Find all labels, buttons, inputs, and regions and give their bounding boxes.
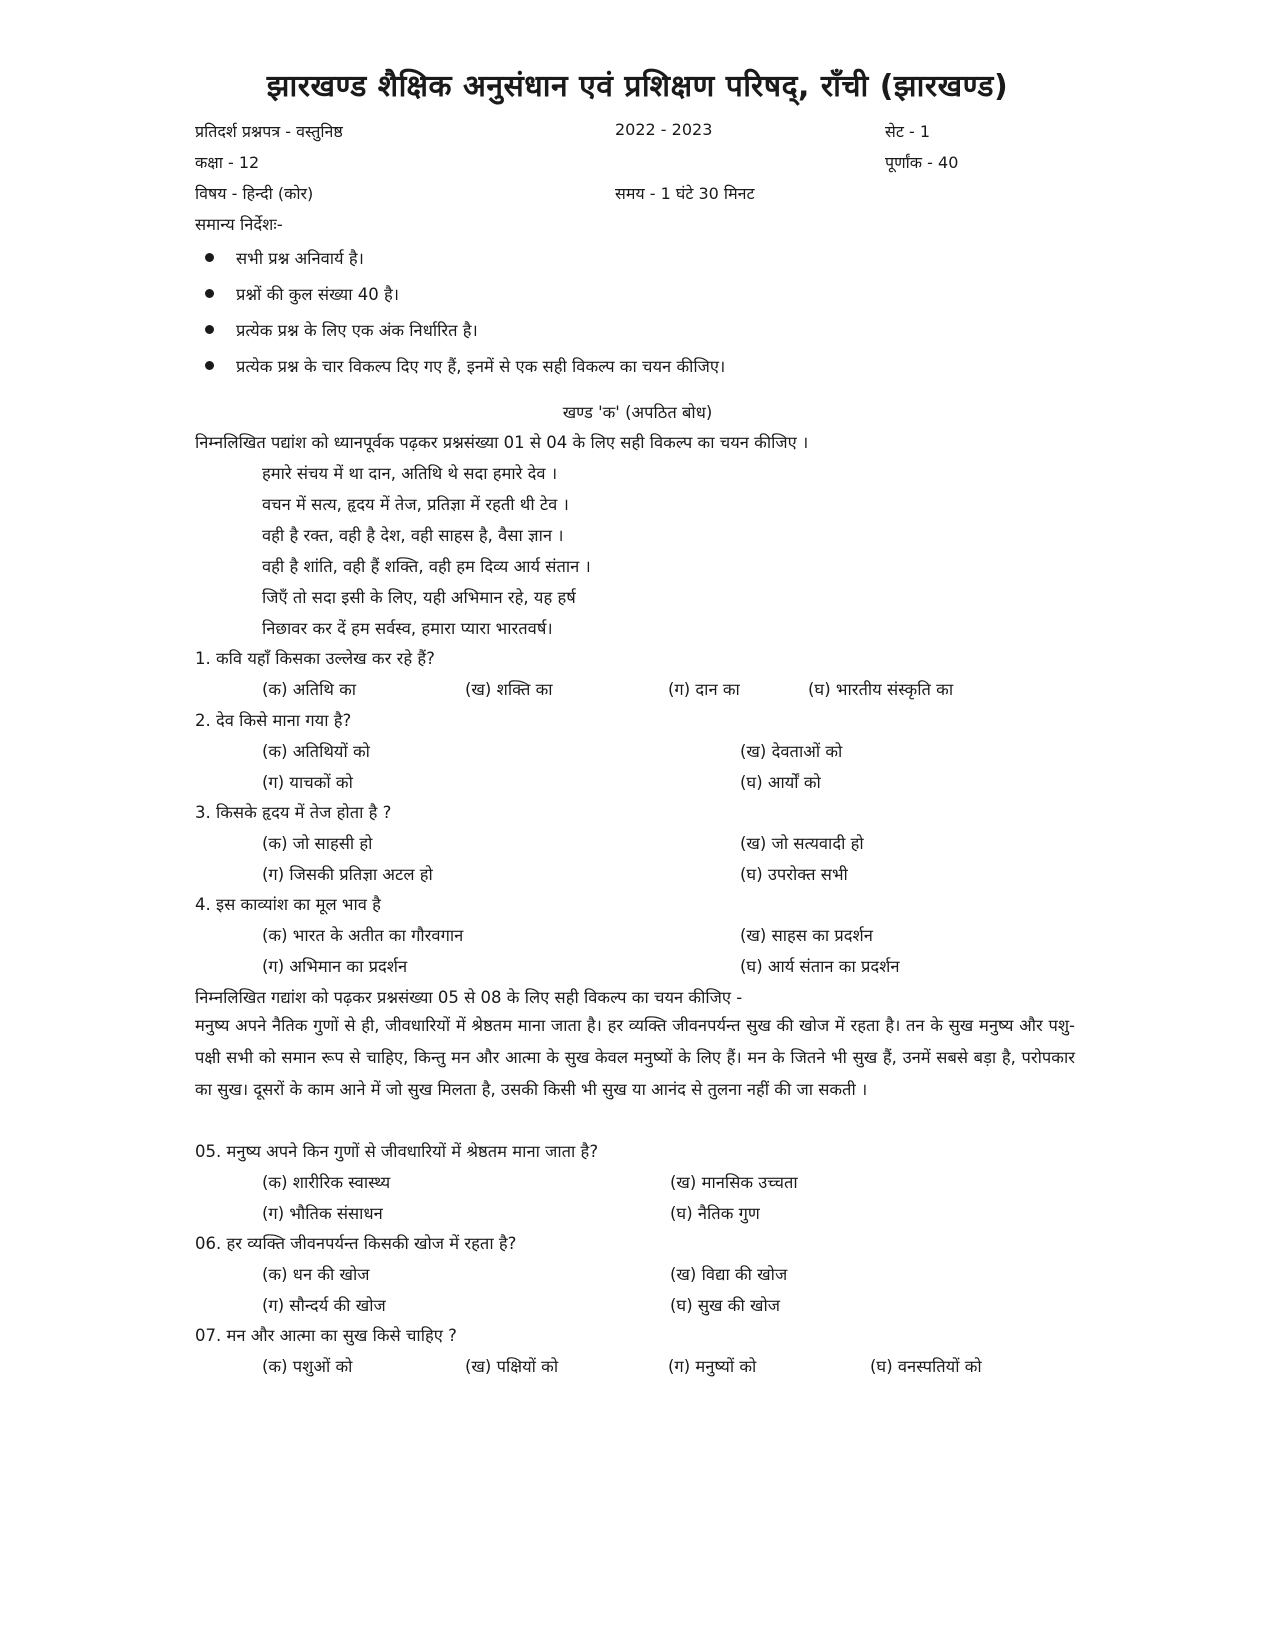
instruction-item: प्रत्येक प्रश्न के चार विकल्प दिए गए हैं, इनमें से एक सही विकल्प का चयन कीजिए। bbox=[205, 354, 725, 377]
question-text: 3. किसके हृदय में तेज होता है ? bbox=[195, 803, 392, 822]
instruction-item: प्रत्येक प्रश्न के लिए एक अंक निर्धारित है। bbox=[205, 318, 478, 341]
answer-option: (क) पशुओं को bbox=[262, 1357, 353, 1376]
bullet-icon bbox=[205, 253, 214, 262]
answer-option: (ग) सौन्दर्य की खोज bbox=[262, 1296, 386, 1315]
poem-line: वही है रक्त, वही है देश, वही साहस है, वैसा ज्ञान । bbox=[262, 526, 564, 545]
answer-option: (घ) आर्य संतान का प्रदर्शन bbox=[740, 957, 900, 976]
answer-option: (ग) भौतिक संसाधन bbox=[262, 1204, 383, 1223]
header-row-2 bbox=[195, 151, 1015, 181]
question-text: 05. मनुष्य अपने किन गुणों से जीवधारियों में श्रेष्ठतम माना जाता है? bbox=[195, 1142, 599, 1161]
answer-option: (ख) शक्ति का bbox=[465, 680, 553, 699]
answer-option: (घ) सुख की खोज bbox=[670, 1296, 780, 1315]
answer-option: (ग) दान का bbox=[668, 680, 740, 699]
answer-option: (ग) याचकों को bbox=[262, 773, 353, 792]
set-number: सेट - 1 bbox=[885, 122, 931, 141]
answer-option: (क) भारत के अतीत का गौरवगान bbox=[262, 926, 464, 945]
instruction-item: प्रश्नों की कुल संख्या 40 है। bbox=[205, 282, 399, 305]
answer-option: (घ) नैतिक गुण bbox=[670, 1204, 760, 1223]
answer-option: (क) जो साहसी हो bbox=[262, 834, 373, 853]
poem-line: वचन में सत्य, हृदय में तेज, प्रतिज्ञा में रहती थी टेव । bbox=[262, 495, 569, 514]
poem-line: जिएँ तो सदा इसी के लिए, यही अभिमान रहे, यह हर्ष bbox=[262, 588, 576, 607]
answer-option: (ख) देवताओं को bbox=[740, 742, 843, 761]
poem-line: वही है शांति, वही हैं शक्ति, वही हम दिव्य आर्य संतान । bbox=[262, 557, 591, 576]
header-row-1 bbox=[195, 120, 1015, 150]
answer-option: (घ) वनस्पतियों को bbox=[870, 1357, 982, 1376]
bullet-icon bbox=[205, 325, 214, 334]
bullet-icon bbox=[205, 361, 214, 370]
page-title: झारखण्ड शैक्षिक अनुसंधान एवं प्रशिक्षण परिषद्, राँची (झारखण्ड) bbox=[266, 69, 1009, 104]
answer-option: (ख) पक्षियों को bbox=[465, 1357, 559, 1376]
answer-option: (क) अतिथि का bbox=[262, 680, 357, 699]
instruction-item: सभी प्रश्न अनिवार्य है। bbox=[205, 246, 364, 269]
answer-option: (घ) आर्यों को bbox=[740, 773, 821, 792]
full-marks: पूर्णांक - 40 bbox=[885, 153, 959, 172]
answer-option: (क) धन की खोज bbox=[262, 1265, 370, 1284]
bullet-icon bbox=[205, 289, 214, 298]
answer-option: (ग) अभिमान का प्रदर्शन bbox=[262, 957, 408, 976]
answer-option: (क) शारीरिक स्वास्थ्य bbox=[262, 1173, 391, 1192]
time-label: समय - 1 घंटे 30 मिनट bbox=[615, 184, 755, 203]
header-row-3 bbox=[195, 182, 1015, 212]
answer-option: (घ) उपरोक्त सभी bbox=[740, 865, 848, 884]
answer-option: (क) अतिथियों को bbox=[262, 742, 370, 761]
question-text: 2. देव किसे माना गया है? bbox=[195, 711, 352, 730]
question-text: 4. इस काव्यांश का मूल भाव है bbox=[195, 895, 381, 914]
answer-option: (ख) विद्या की खोज bbox=[670, 1265, 788, 1284]
prose-passage: मनुष्य अपने नैतिक गुणों से ही, जीवधारियों में श्रेष्ठतम माना जाता है। हर व्यक्ति जीवनपर्यन्त सुख की खोज में रहता है। तन के सुख मनुष्य और पशु-पक्षी सभी को समान रूप से चाहिए, किन्तु मन और आत्मा के सुख केवल मनुष्यों के लिए हैं। मन के जितने भी सुख हैं, उनमें सबसे बड़ा है, परोपकार का सुख। दूसरों के काम आने में जो सुख मिलता है, उसकी किसी भी सुख या आनंद से तुलना नहीं की जा सकती । bbox=[195, 1016, 1075, 1099]
answer-option: (घ) भारतीय संस्कृति का bbox=[808, 680, 954, 699]
question-text: 1. कवि यहाँ किसका उल्लेख कर रहे हैं? bbox=[195, 649, 435, 668]
subject-label: विषय - हिन्दी (कोर) bbox=[195, 184, 314, 203]
poem-intro: निम्नलिखित पद्यांश को ध्यानपूर्वक पढ़कर प्रश्नसंख्या 01 से 04 के लिए सही विकल्प का चयन कीजिए । bbox=[195, 433, 809, 452]
answer-option: (ख) साहस का प्रदर्शन bbox=[740, 926, 873, 945]
poem-line: हमारे संचय में था दान, अतिथि थे सदा हमारे देव । bbox=[262, 464, 558, 483]
question-text: 06. हर व्यक्ति जीवनपर्यन्त किसकी खोज में रहता है? bbox=[195, 1234, 517, 1253]
instructions-heading: समान्य निर्देशः- bbox=[195, 215, 283, 234]
poem-line: निछावर कर दें हम सर्वस्व, हमारा प्यारा भारतवर्ष। bbox=[262, 619, 553, 638]
class-label: कक्षा - 12 bbox=[195, 153, 260, 172]
section-heading: खण्ड 'क' (अपठित बोध) bbox=[562, 403, 713, 422]
answer-option: (ग) मनुष्यों को bbox=[668, 1357, 757, 1376]
question-text: 07. मन और आत्मा का सुख किसे चाहिए ? bbox=[195, 1326, 457, 1345]
answer-option: (ख) जो सत्यवादी हो bbox=[740, 834, 864, 853]
answer-option: (ग) जिसकी प्रतिज्ञा अटल हो bbox=[262, 865, 433, 884]
prose-intro: निम्नलिखित गद्यांश को पढ़कर प्रश्नसंख्या 05 से 08 के लिए सही विकल्प का चयन कीजिए - bbox=[195, 988, 743, 1007]
academic-year: 2022 - 2023 bbox=[615, 120, 713, 139]
answer-option: (ख) मानसिक उच्चता bbox=[670, 1173, 798, 1192]
paper-type: प्रतिदर्श प्रश्नपत्र - वस्तुनिष्ठ bbox=[195, 122, 343, 141]
